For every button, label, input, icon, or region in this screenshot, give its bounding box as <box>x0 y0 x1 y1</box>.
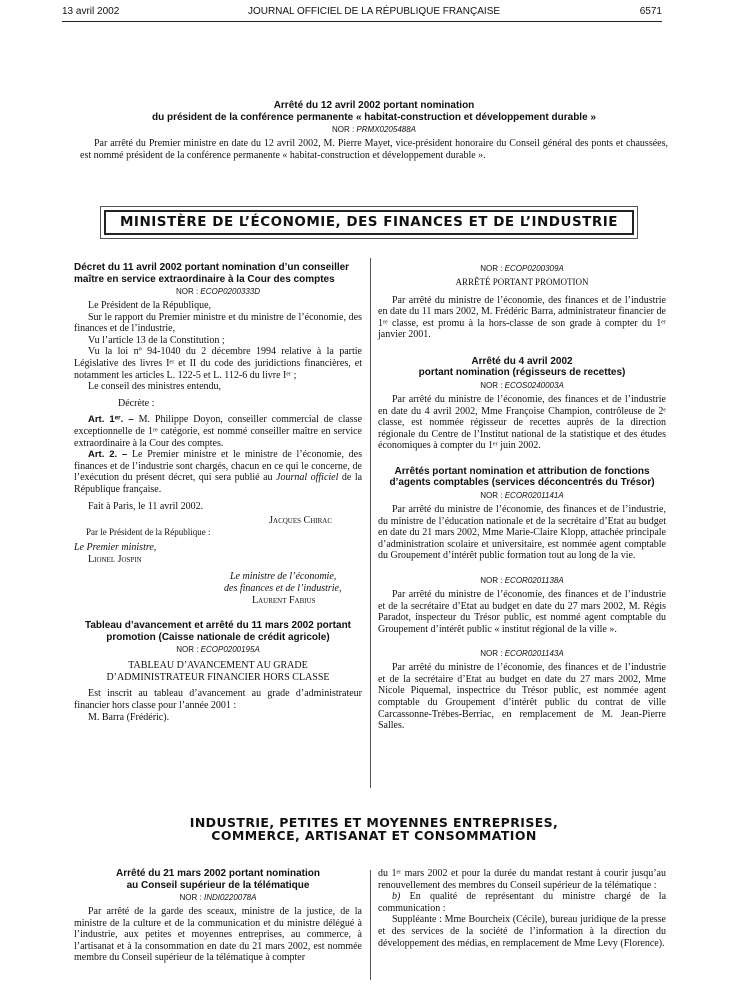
agents-comptables-section: Arrêtés portant nomination et attribution de fonctions d’agents comptables (services déconcentrés du Trésor) NOR : ECOR0201141A Par arrêté du ministre de l’économie, des finances et de l’industrie, du ministre de l’éducation nationale et de la secrétaire d’Etat au budget en date du 21 mars 2002, Mme Marie-Claire Klopp, attachée principale d’administration scolaire et universitaire, est nommée agent comptable du Groupement d’intérêt public formation tout au long de la vie. NOR : ECOR0201138A Par arrêté du ministre de l’économie, des finances et de l’industrie et de la secrétaire d’Etat au budget en date du 27 mars 2002, M. Régis Paradot, inspecteur du Trésor public, est nommé agent comptable du Groupement d’intérêt public « institut régional de la ville ». NOR : ECOR0201143A Par arrêté du ministre de l’économie, des finances et de l’industrie et de la secrétaire d’Etat au budget en date du 27 mars 2002, Mme Nicole Piquemal, inspectrice du Trésor public, est nommée agent comptable du Groupement d’intérêt public du contrat de ville Carcassonne-Trèbes-Berriac, en remplacement de M. Jean-Pierre Salles. <box>378 465 666 732</box>
decret-body: Le Président de la République, Sur le rapport du Premier ministre et du ministre de l’économie, des finances et de l’industrie, Vu l’article 13 de la Constitution ; Vu la loi nº 94-1040 du 2 décembre 1994 relative à la partie Législative des livres Iᵉʳ et II du code des juridictions financières, et notamment les articles L. 122-5 et L. 112-6 du livre Iᵉʳ ; Le conseil des ministres entendu, Décrète : Art. 1ᵉʳ. – M. Philippe Doyon, conseiller commercial de classe exceptionnelle de 1ʳᵉ catégorie, est nommé conseiller maître en service extraordinaire à la Cour des comptes. Art. 2. – Le Premier ministre et le ministre de l’économie, des finances et de l’industrie sont chargés, chacun en ce qui le concerne, de l’exécution du présent décret, qui sera publié au Journal officiel de la République française. Fait à Paris, le 11 avril 2002. Jacques Chirac Par le Président de la République : Le Premier ministre, Lionel Jospin Le ministre de l’économie, des finances et de l’industrie, Laurent Fabius <box>74 300 363 606</box>
tableau-nor: NOR : ECOP0200195A <box>176 645 260 655</box>
column-divider-bottom <box>370 870 371 980</box>
decrete: Décrète : <box>118 397 155 409</box>
signature-ministre: Laurent Fabius <box>252 594 316 606</box>
article-2: Art. 2. – Le Premier ministre et le ministre de l’économie, des finances et de l’industrie sont chargés, chacun en ce qui le concerne, de l’exécution du présent décret, qui sera publié au Journal officiel de la République française. <box>74 449 363 495</box>
signature-premier-ministre: Lionel Jospin <box>88 553 142 565</box>
top-arrete-title-line1: Arrêté du 12 avril 2002 portant nomination <box>273 100 475 111</box>
header-journal-title: JOURNAL OFFICIEL DE LA RÉPUBLIQUE FRANÇAISE <box>247 6 501 17</box>
article-1: Art. 1ᵉʳ. – M. Philippe Doyon, conseiller commercial de classe exceptionnelle de 1ʳᵉ catégorie, est nommé conseiller maître en service extraordinaire à la Cour des comptes. <box>74 414 363 449</box>
bottom-right-column: du 1ᵉʳ mars 2002 et pour la durée du mandat restant à courir jusqu’au renouvellement des membres du Conseil supérieur de la télématique : b) En qualité de représentant du ministre chargé de la communication : Suppléante : Mme Bourcheix (Cécile), bureau juridique de la presse et des services de la société de l’information à la direction du développement des médias, en remplacement de Mme Levy (Florence). <box>378 868 667 949</box>
decret-nor: NOR : ECOP0200333D <box>175 287 261 296</box>
promo-body: Par arrêté du ministre de l’économie, des finances et de l’industrie en date du 11 mars 2002, M. Frédéric Barra, administrateur financier de 1ʳᵉ classe, est promu à la hors-classe de son grade à compter du 1ᵉʳ janvier 2001. <box>378 294 666 341</box>
header-rule <box>62 21 662 22</box>
top-arrete-nor: NOR : PRMX0205488A <box>331 125 417 134</box>
tableau-title: Tableau d’avancement et arrêté du 11 mars 2002 portant promotion (Caisse nationale de crédit agricole) <box>84 620 352 643</box>
top-arrete-body: Par arrêté du Premier ministre en date du 12 avril 2002, M. Pierre Mayet, vice-président honoraire du Conseil général des ponts et chaussées, est nommé président de la conférence permanente « habitat-construction et développement durable ». <box>80 138 668 161</box>
left-column <box>74 262 362 723</box>
tableau-section: Tableau d’avancement et arrêté du 11 mars 2002 portant promotion (Caisse nationale de crédit agricole) NOR : ECOP0200195A TABLEAU D’AVANCEMENT AU GRADE D’ADMINISTRATEUR FINANCIER HORS CLASSE Est inscrit au tableau d’avancement au grade d’administrateur financier hors classe pour l’année 2001 : M. Barra (Frédéric). <box>74 620 362 723</box>
ministry-heading-box <box>104 210 634 235</box>
ministry-heading: MINISTÈRE DE L’ÉCONOMIE, DES FINANCES ET DE L’INDUSTRIE <box>119 214 619 230</box>
signature-president: Jacques Chirac <box>269 515 332 527</box>
nor-code: PRMX0205488A <box>356 125 417 134</box>
promo-nor: NOR : ECOP0200309A <box>480 264 564 273</box>
column-divider <box>370 258 371 788</box>
top-arrete <box>80 100 668 161</box>
section-heading-industrie: INDUSTRIE, PETITES ET MOYENNES ENTREPRISES, COMMERCE, ARTISANAT ET CONSOMMATION <box>189 815 559 843</box>
promo-heading: ARRÊTÉ PORTANT PROMOTION <box>455 277 589 287</box>
arrete-4-avril: Arrêté du 4 avril 2002 portant nomination (régisseurs de recettes) NOR : ECOS0240003A Par arrêté du ministre de l’économie, des finances et de l’industrie en date du 4 avril 2002, Mme Françoise Champion, contrôleuse de 2ᵉ classe, est nommée régisseur de recettes auprès de la direction régionale du Centre de l’Institut national de la statistique et des études économiques à compter du 1ᵉʳ juin 2002. <box>378 355 666 452</box>
top-arrete-title-line2: du président de la conférence permanente « habitat-construction et développement durable » <box>152 111 596 123</box>
agents-comptables-title: Arrêtés portant nomination et attribution de fonctions d’agents comptables (services déconcentrés du Trésor) <box>389 465 655 489</box>
header-page-number: 6571 <box>639 6 662 17</box>
decret-title: Décret du 11 avril 2002 portant nomination d’un conseiller maître en service extraordinaire à la Cour des comptes <box>74 262 350 285</box>
bottom-left-column: Arrêté du 21 mars 2002 portant nomination au Conseil supérieur de la télématique NOR : INDI0220078A Par arrêté de la garde des sceaux, ministre de la justice, de la ministre de la culture et de la communication et du ministre délégué à l’industrie, aux petites et moyennes entreprises, au commerce, à l’artisanat et à la consommation en date du 21 mars 2002, est nommée membre du Conseil supérieur de la télématique à compter <box>74 868 362 964</box>
header-date: 13 avril 2002 <box>62 6 120 17</box>
right-column <box>378 262 666 732</box>
